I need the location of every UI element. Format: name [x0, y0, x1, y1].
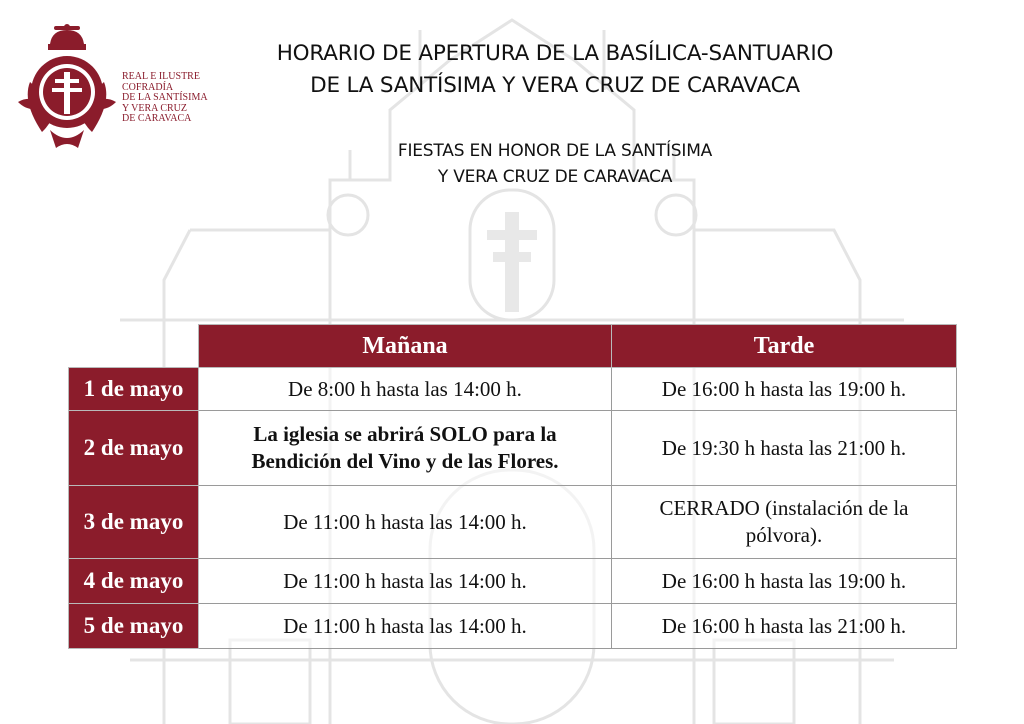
- morning-hours: De 8:00 h hasta las 14:00 h.: [199, 368, 612, 411]
- schedule-table: [68, 324, 957, 649]
- column-header-afternoon: Tarde: [612, 325, 957, 368]
- logo-caption: [122, 72, 208, 125]
- day-label: 1 de mayo: [69, 368, 199, 411]
- day-label: 3 de mayo: [69, 486, 199, 559]
- logo-line: DE CARAVACA: [122, 113, 192, 124]
- day-label: 2 de mayo: [69, 411, 199, 486]
- logo-line: Y VERA CRUZ: [122, 102, 188, 114]
- day-label: 4 de mayo: [69, 559, 199, 604]
- afternoon-hours: CERRADO (instalación de la pólvora).: [612, 486, 957, 559]
- logo-line: DE LA SANTÍSIMA: [122, 92, 208, 103]
- logo-line: COFRADÍA: [122, 81, 174, 93]
- logo-line: REAL E ILUSTRE: [122, 71, 200, 82]
- morning-hours: La iglesia se abrirá SOLO para la Bendición del Vino y de las Flores.: [199, 411, 612, 486]
- table-row: [69, 604, 957, 649]
- afternoon-hours: De 19:30 h hasta las 21:00 h.: [612, 411, 957, 486]
- table-header-row: [69, 325, 957, 368]
- title-line-1: HORARIO DE APERTURA DE LA BASÍLICA-SANTUARIO: [276, 41, 834, 66]
- title-line-2: DE LA SANTÍSIMA Y VERA CRUZ DE CARAVACA: [310, 73, 800, 98]
- column-header-morning: Mañana: [199, 325, 612, 368]
- subtitle-line-2: Y VERA CRUZ DE CARAVACA: [437, 167, 673, 187]
- table-row: [69, 559, 957, 604]
- morning-hours: De 11:00 h hasta las 14:00 h.: [199, 559, 612, 604]
- table-row: [69, 411, 957, 486]
- header-corner: [69, 325, 199, 368]
- table-row: [69, 486, 957, 559]
- subtitle-line-1: FIESTAS EN HONOR DE LA SANTÍSIMA: [397, 141, 713, 161]
- table-row: [69, 368, 957, 411]
- page-title: [220, 38, 890, 102]
- afternoon-hours: De 16:00 h hasta las 19:00 h.: [612, 368, 957, 411]
- afternoon-hours: De 16:00 h hasta las 19:00 h.: [612, 559, 957, 604]
- afternoon-hours: De 16:00 h hasta las 21:00 h.: [612, 604, 957, 649]
- morning-hours: De 11:00 h hasta las 14:00 h.: [199, 486, 612, 559]
- morning-hours: De 11:00 h hasta las 14:00 h.: [199, 604, 612, 649]
- page-subtitle: [330, 138, 780, 190]
- cofradia-logo: [12, 22, 122, 152]
- day-label: 5 de mayo: [69, 604, 199, 649]
